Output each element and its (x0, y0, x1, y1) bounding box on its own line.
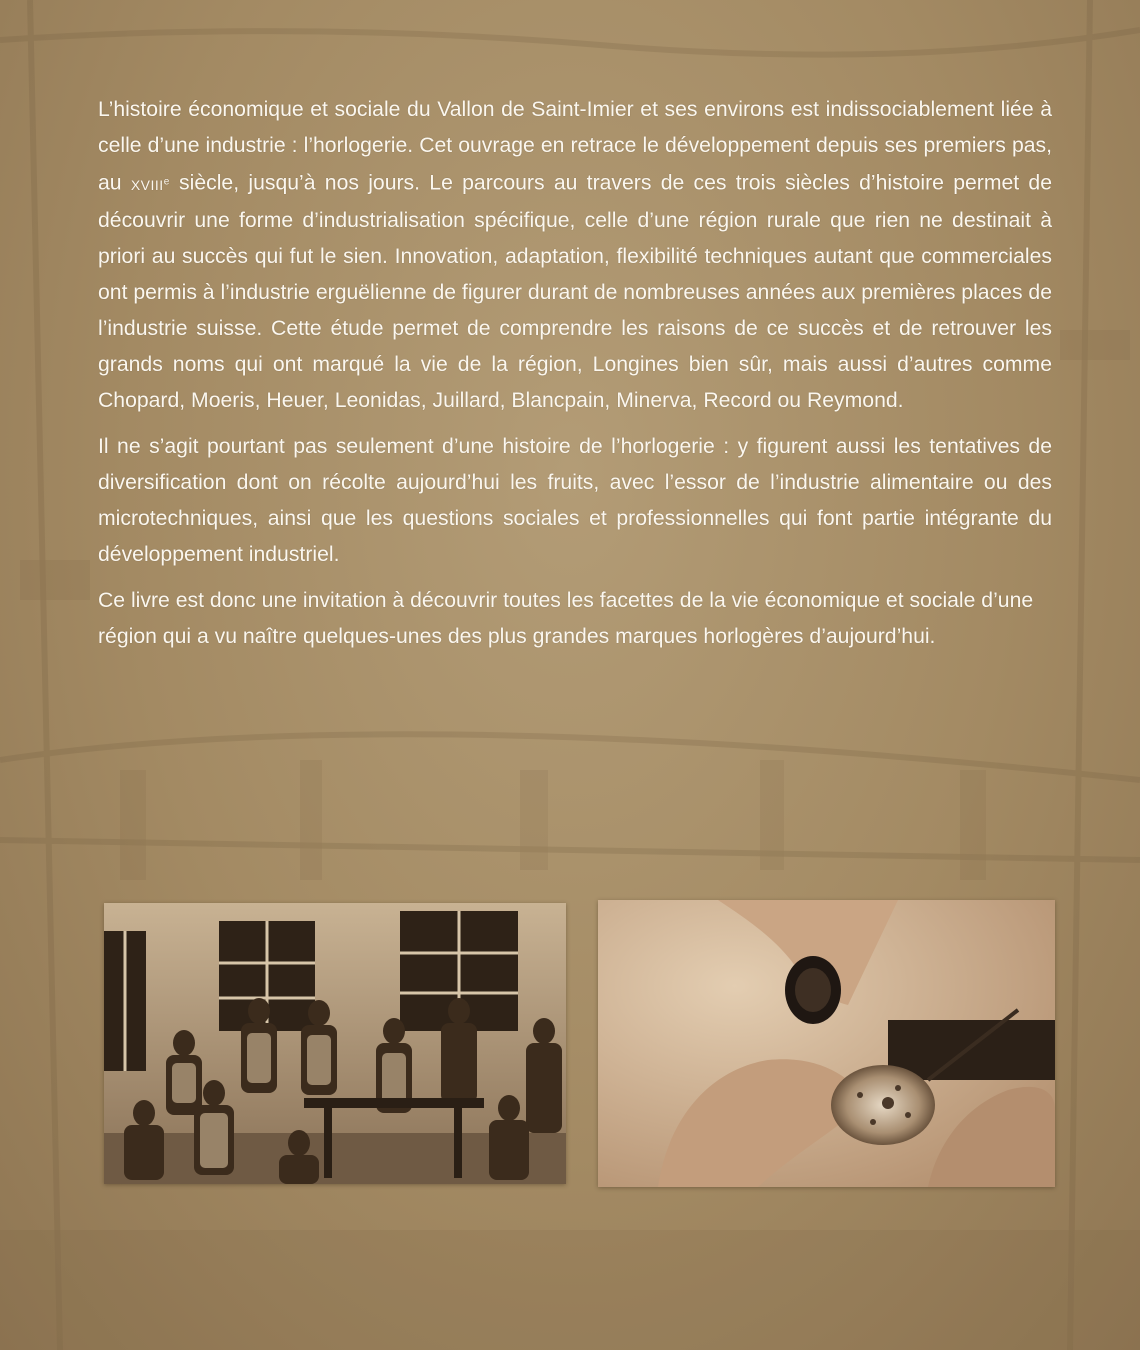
historical-workers-photo (104, 903, 566, 1184)
paragraph-intro (98, 92, 1052, 419)
intro-text-part2: siècle, jusqu’à nos jours. Le parcours au travers de ces trois siècles d’histoire permet de découvrir une forme d’industrialisation spécifique, celle d’une région rurale que rien ne destinait à priori au succès qui fut le sien. Innovation, adaptation, flexibilité techniques autant que commerciales ont permis à l’industrie erguëlienne de figurer durant de nombreuses années aux premières places de l’industrie suisse. Cette étude permet de comprendre les raisons de ce succès et de retrouver les grands noms qui ont marqué la vie de la région, Longines bien sûr, mais aussi d’autres comme Chopard, Moeris, Heuer, Leonidas, Juillard, Blancpain, Minerva, Record ou Reymond. (98, 171, 1052, 412)
watchmaker-loupe-photo (598, 900, 1055, 1187)
century-suffix: e (163, 176, 170, 187)
back-cover-text (98, 92, 1052, 665)
intro-text-part1: L’histoire économique et sociale du Vallon de Saint-Imier et ses environs est indissociablement liée à celle d’une industrie : l’horlogerie. Cet ouvrage en retrace le développement depuis ses premiers pas, au (98, 98, 1052, 195)
century-roman: XVIII (130, 176, 164, 193)
paragraph-invitation: Ce livre est donc une invitation à découvrir toutes les facettes de la vie économique et sociale d’une région qui a vu naître quelques-unes des plus grandes marques horlogères d’aujourd’hui. (98, 588, 1034, 648)
paragraph-diversification: Il ne s’agit pourtant pas seulement d’une histoire de l’horlogerie : y figurent aussi les tentatives de diversification dont on récolte aujourd’hui les fruits, avec l’essor de l’industrie alimentaire ou des microtechniques, ainsi que les questions sociales et professionnelles qui font partie intégrante du développement industriel. (98, 434, 1052, 566)
century-numeral (131, 177, 170, 193)
